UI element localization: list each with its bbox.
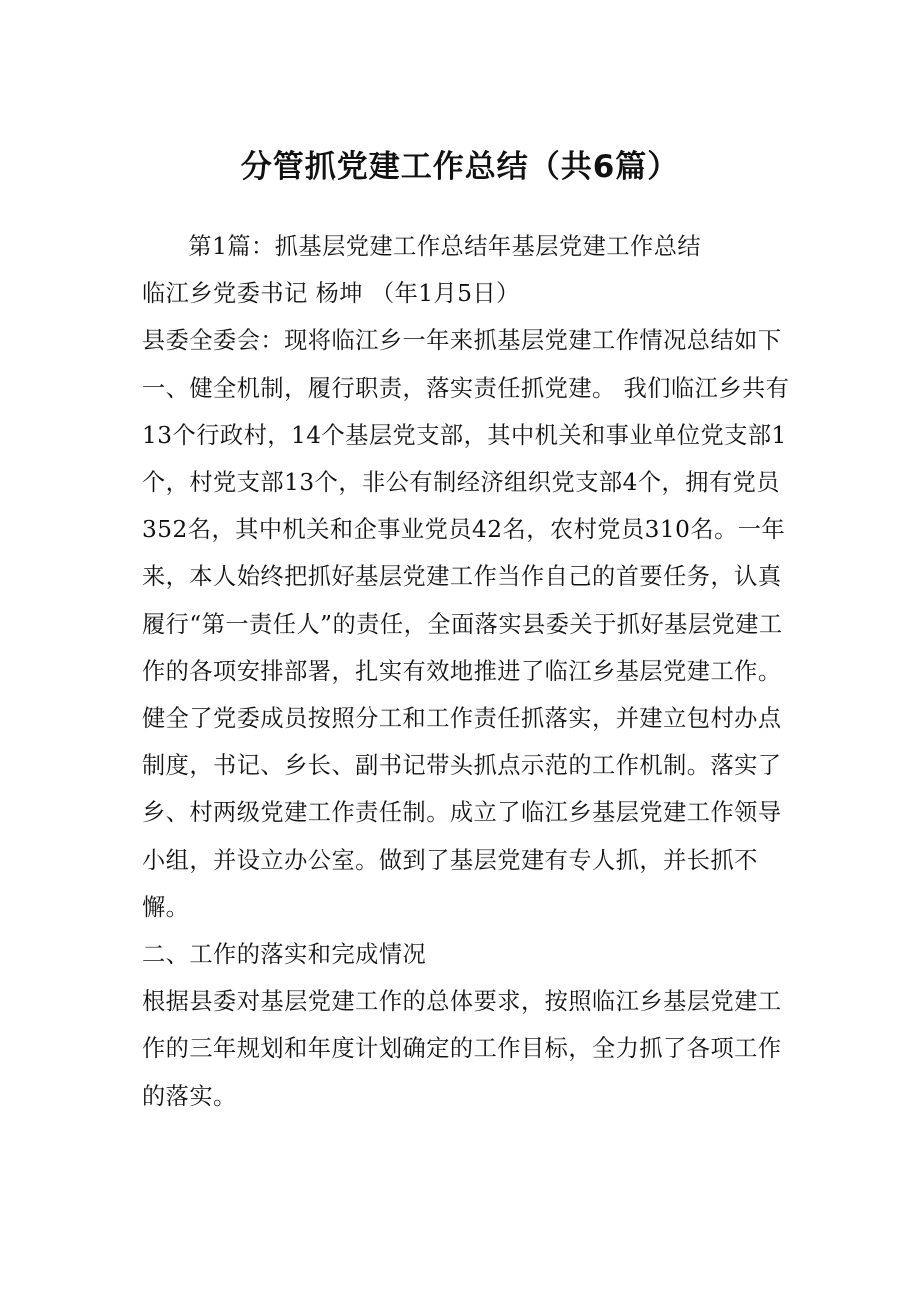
salutation-paragraph: 县委全委会：现将临江乡一年来抓基层党建工作情况总结如下 [142, 327, 782, 355]
author-line: 临江乡党委书记 杨坤 （年1月5日） [142, 280, 520, 308]
section-heading: 第1篇：抓基层党建工作总结年基层党建工作总结 [188, 233, 702, 260]
document-body [142, 223, 792, 1120]
section-heading: 二、工作的落实和完成情况 [142, 941, 427, 969]
document-title: 分管抓党建工作总结（共6篇） [240, 149, 680, 185]
body-paragraph: 根据县委对基层党建工作的总体要求，按照临江乡基层党建工作的三年规划和年度计划确定的工作目标，全力抓了各项工作的落实。 [142, 988, 782, 1110]
body-paragraph: 一、健全机制，履行职责，落实责任抓党建。 我们临江乡共有13个行政村，14个基层党支部，其中机关和事业单位党支部1个，村党支部13个，非公有制经济组织党支部4个，拥有党员352名，其中机关和企事业党员42名，农村党员310名。一年来，本人始终把抓好基层党建工作当作自己的首要任务，认真履行“第一责任人”的责任，全面落实县委关于抓好基层党建工作的各项安排部署，扎实有效地推进了临江乡基层党建工作。健全了党委成员按照分工和工作责任抓落实，并建立包村办点制度，书记、乡长、副书记带头抓点示范的工作机制。落实了乡、村两级党建工作责任制。成立了临江乡基层党建工作领导小组，并设立办公室。做到了基层党建有专人抓，并长抓不懈。 [142, 374, 790, 921]
